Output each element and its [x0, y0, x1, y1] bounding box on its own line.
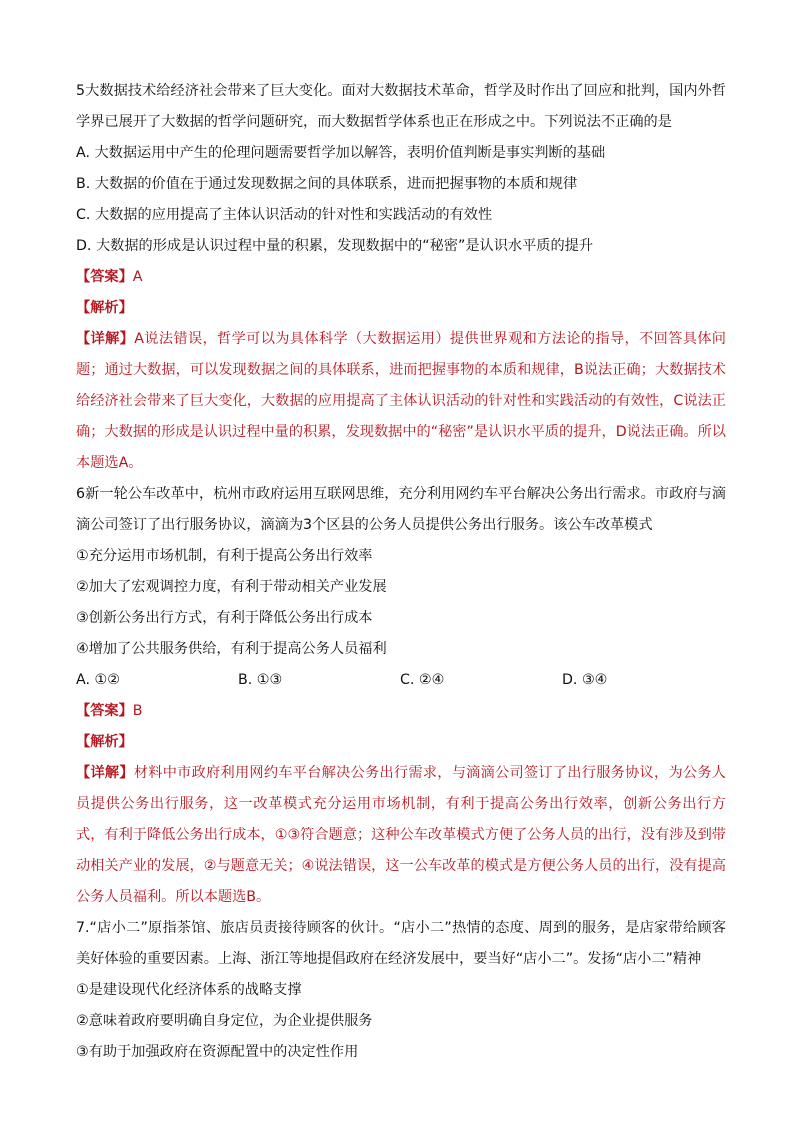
q5-option-d: D. 大数据的形成是认识过程中量的积累，发现数据中的“秘密”是认识水平质的提升 [76, 238, 594, 254]
q6-analysis-heading: 【解析】 [76, 734, 133, 750]
answer-tag: 【答案】 [76, 269, 133, 285]
q5-option-a: A. 大数据运用中产生的伦理问题需要哲学加以解答，表明价值判断是事实判断的基础 [76, 145, 606, 161]
q7-item-1: ①是建设现代化经济体系的战略支撑 [76, 982, 302, 998]
q5-detail [76, 324, 726, 479]
q7-item-2: ②意味着政府要明确自身定位，为企业提供服务 [76, 1013, 373, 1029]
q5-stem: 5大数据技术给经济社会带来了巨大变化。面对大数据技术革命，哲学及时作出了回应和批判，国内外哲学界已展开了大数据的哲学问题研究，而大数据哲学体系也正在形成之中。下列说法不正确的是 [76, 83, 726, 130]
q6-choice-a: A. ①② [76, 672, 120, 688]
answer-tag: 【答案】 [76, 703, 133, 719]
answer-value: A [132, 269, 143, 285]
detail-text: A说法错误，哲学可以为具体科学（大数据运用）提供世界观和方法论的指导，不回答具体问题；通过大数据，可以发现数据之间的具体联系，进而把握事物的本质和规律，B说法正确；大数据技术给经济社会带来了巨大变化，大数据的应用提高了主体认识活动的针对性和实践活动的有效性，C说法正确；大数据的形成是认识过程中量的积累，发现数据中的“秘密”是认识水平质的提升，D说法正确。所以本题选A。 [76, 331, 726, 471]
q6-item-1: ①充分运用市场机制，有利于提高公务出行效率 [76, 548, 373, 564]
q7-item-3: ③有助于加强政府在资源配置中的决定性作用 [76, 1044, 359, 1060]
q6-stem: 6新一轮公车改革中，杭州市政府运用互联网思维，充分利用网约车平台解决公务出行需求。市政府与滴滴公司签订了出行服务协议，滴滴为3个区县的公务人员提供公务出行服务。该公车改革模式 [76, 486, 726, 533]
detail-tag: 【详解】 [76, 331, 135, 347]
q5-option-c: C. 大数据的应用提高了主体认识活动的针对性和实践活动的有效性 [76, 207, 493, 223]
document-page [76, 76, 726, 1068]
q5-option-b: B. 大数据的价值在于通过发现数据之间的具体联系，进而把握事物的本质和规律 [76, 176, 578, 192]
q6-item-2: ②加大了宏观调控力度，有利于带动相关产业发展 [76, 579, 387, 595]
detail-text: 材料中市政府利用网约车平台解决公务出行需求，与滴滴公司签订了出行服务协议，为公务人员提供公务出行服务，这一改革模式充分运用市场机制，有利于提高公务出行效率，创新公务出行方式，有利于降低公务出行成本，①③符合题意；这种公车改革模式方便了公务人员的出行，没有涉及到带动相关产业的发展，②与题意无关；④说法错误，这一公车改革的模式是方便公务人员的出行，没有提高公务人员福利。所以本题选B。 [76, 765, 726, 905]
q6-item-4: ④增加了公共服务供给，有利于提高公务人员福利 [76, 641, 387, 657]
q6-answer [76, 696, 726, 727]
q6-detail [76, 758, 726, 913]
q6-item-3: ③创新公务出行方式，有利于降低公务出行成本 [76, 610, 373, 626]
q5-answer [76, 262, 726, 293]
answer-value: B [132, 703, 143, 719]
q6-choice-d: D. ③④ [562, 672, 608, 688]
q5-analysis-heading: 【解析】 [76, 300, 133, 316]
q6-choices [76, 665, 726, 696]
q6-choice-c: C. ②④ [400, 672, 445, 688]
q6-choice-b: B. ①③ [238, 672, 283, 688]
q7-stem: 7.“店小二”原指茶馆、旅店员责接待顾客的伙计。“店小二”热情的态度、周到的服务，是店家带给顾客美好体验的重要因素。上海、浙江等地提倡政府在经济发展中，要当好“店小二”。发扬“店小二”精神 [76, 920, 726, 967]
detail-tag: 【详解】 [76, 765, 134, 781]
